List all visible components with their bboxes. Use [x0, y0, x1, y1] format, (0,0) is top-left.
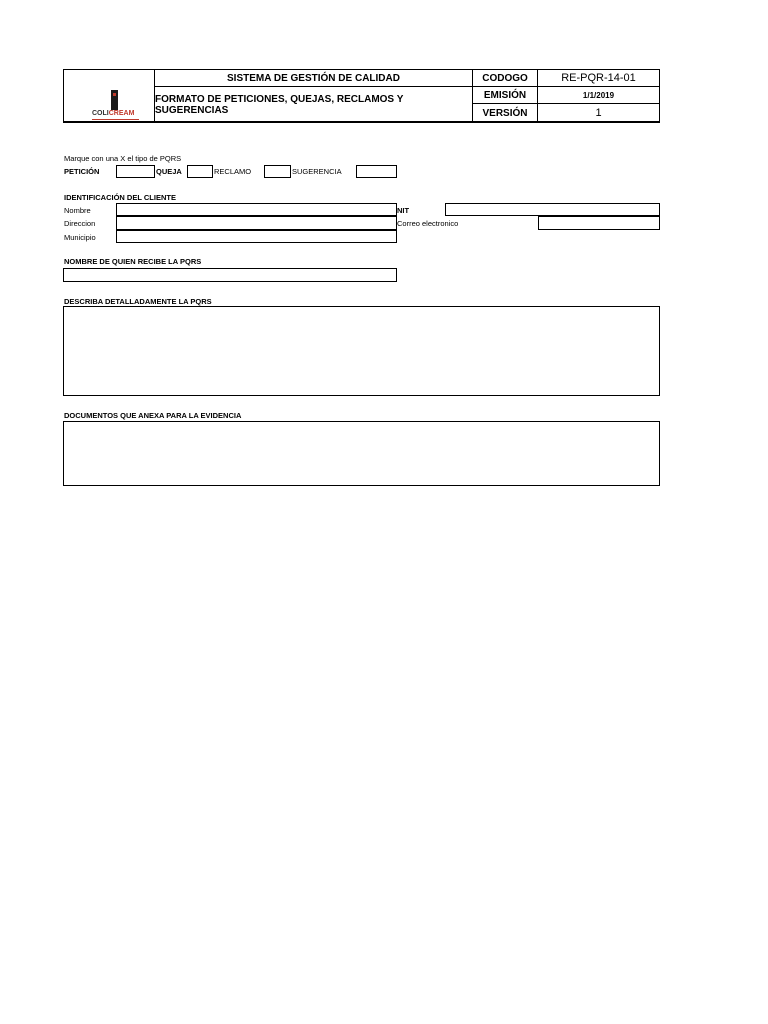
nit-field[interactable] — [445, 203, 660, 216]
city-label: Municipio — [64, 233, 96, 242]
address-label: Direccion — [64, 219, 96, 228]
logo-text-coli: COLI — [92, 110, 109, 117]
version-value: 1 — [595, 107, 602, 119]
option-sugerencia-checkbox[interactable] — [356, 165, 397, 178]
description-field[interactable] — [63, 306, 660, 396]
email-field[interactable] — [538, 216, 660, 230]
option-queja-checkbox[interactable] — [187, 165, 213, 178]
emission-value: 1/1/2019 — [538, 87, 659, 104]
option-reclamo-checkbox[interactable] — [264, 165, 291, 178]
documents-field[interactable] — [63, 421, 660, 486]
logo-text-cream: CREAM — [108, 110, 135, 117]
email-label: Correo electronico — [397, 219, 459, 228]
client-section-title: IDENTIFICACIÓN DEL CLIENTE — [64, 193, 176, 202]
option-peticion-checkbox[interactable] — [116, 165, 155, 178]
option-sugerencia-label: SUGERENCIA — [292, 167, 342, 176]
description-section-title: DESCRIBA DETALLADAMENTE LA PQRS — [64, 297, 212, 306]
logo-icon — [111, 90, 118, 110]
option-queja-label: QUEJA — [156, 167, 182, 176]
code-label: CODOGO — [473, 70, 538, 87]
receiver-section-title: NOMBRE DE QUIEN RECIBE LA PQRS — [64, 257, 202, 266]
system-title: SISTEMA DE GESTIÓN DE CALIDAD — [155, 70, 473, 87]
name-field[interactable] — [116, 203, 397, 216]
emission-label: EMISIÓN — [473, 87, 538, 104]
receiver-field[interactable] — [63, 268, 397, 282]
option-reclamo-label: RECLAMO — [214, 167, 252, 176]
name-label: Nombre — [64, 206, 91, 215]
form-title: FORMATO DE PETICIONES, QUEJAS, RECLAMOS Y SUGERENCIAS — [155, 87, 473, 122]
option-peticion-label: PETICIÓN — [64, 167, 100, 176]
code-value: RE-PQR-14-01 — [538, 70, 659, 87]
address-field[interactable] — [116, 216, 397, 230]
logo-cell — [64, 70, 155, 122]
nit-label: NIT — [397, 206, 410, 215]
version-label: VERSIÓN — [473, 104, 538, 122]
city-field[interactable] — [116, 230, 397, 243]
documents-section-title: DOCUMENTOS QUE ANEXA PARA LA EVIDENCIA — [64, 411, 242, 420]
type-instruction: Marque con una X el tipo de PQRS — [64, 154, 182, 163]
logo — [92, 110, 134, 117]
